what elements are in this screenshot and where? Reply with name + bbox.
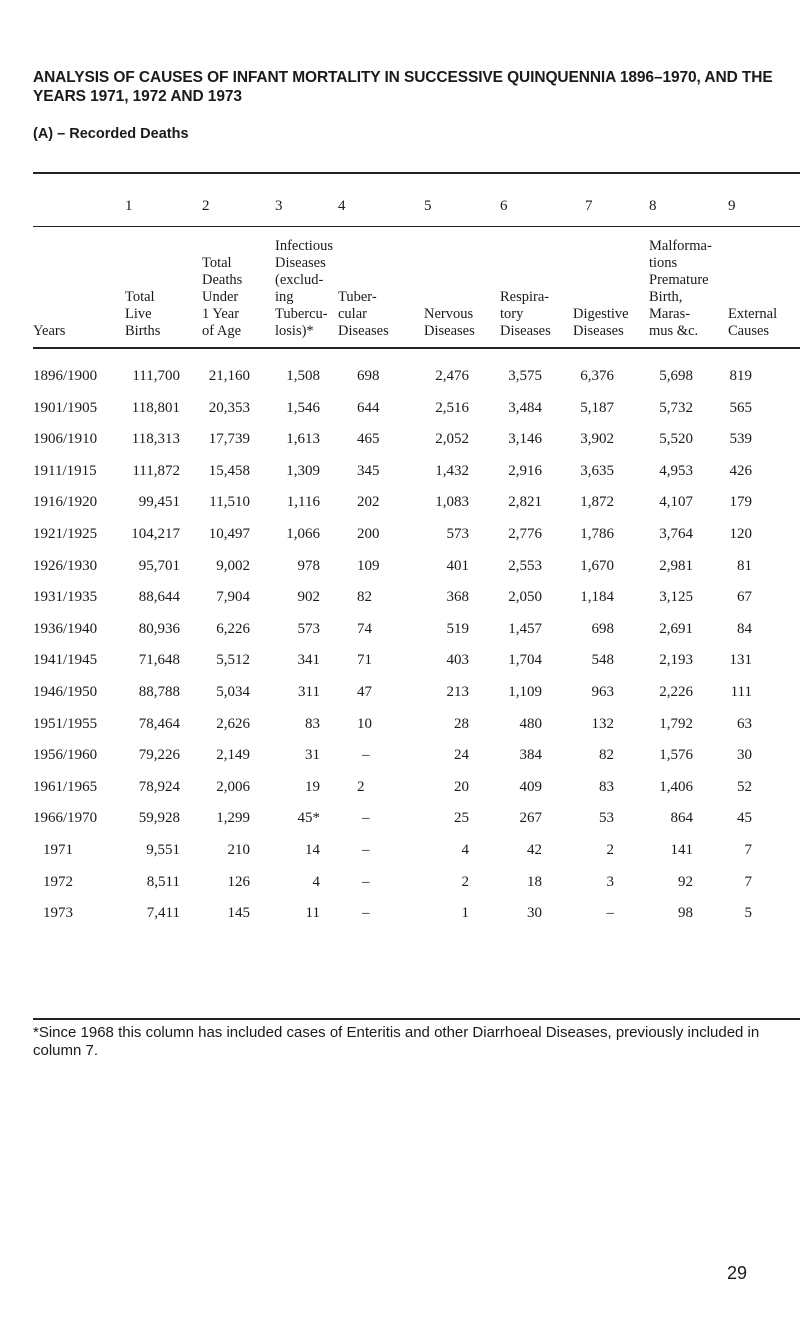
- cell-tubercular: 74: [357, 621, 372, 637]
- cell-infectious: 11: [305, 905, 320, 921]
- cell-nervous: 2,476: [435, 368, 469, 384]
- cell-respiratory: 409: [519, 779, 542, 795]
- top-rule: [33, 172, 800, 174]
- cell-nervous: 2,516: [435, 400, 469, 416]
- column-number: 1: [125, 198, 133, 214]
- cell-infectious: 978: [297, 558, 320, 574]
- cell-infectious: 31: [305, 747, 320, 763]
- table-row: [0, 652, 800, 672]
- column-number: 3: [275, 198, 283, 214]
- cell-malformations: 141: [670, 842, 693, 858]
- header-respiratory-diseases: Respira- tory Diseases: [500, 289, 551, 339]
- header-bottom-rule: [33, 347, 800, 349]
- cell-external: 5: [744, 905, 752, 921]
- cell-external: 539: [729, 431, 752, 447]
- page-number: 29: [727, 1263, 748, 1283]
- cell-external: 45: [737, 810, 752, 826]
- cell-nervous: 2: [461, 874, 469, 890]
- cell-digestive: 2: [606, 842, 614, 858]
- cell-tubercular: –: [362, 810, 370, 826]
- cell-nervous: 2,052: [435, 431, 469, 447]
- header-external-causes: External Causes: [728, 306, 778, 339]
- cell-external: 819: [729, 368, 752, 384]
- column-number: 2: [202, 198, 210, 214]
- cell-years: 1972: [43, 874, 73, 890]
- cell-respiratory: 267: [519, 810, 542, 826]
- cell-external: 111: [730, 684, 752, 700]
- cell-infectious: 311: [298, 684, 320, 700]
- cell-years: 1936/1940: [33, 621, 98, 637]
- cell-deaths: 9,002: [216, 558, 250, 574]
- cell-deaths: 126: [227, 874, 250, 890]
- cell-tubercular: –: [362, 905, 370, 921]
- cell-years: 1901/1905: [33, 400, 98, 416]
- table-row: [0, 779, 800, 799]
- cell-infectious: 1,613: [286, 431, 320, 447]
- cell-tubercular: 2: [357, 779, 365, 795]
- cell-deaths: 10,497: [208, 526, 250, 542]
- cell-infectious: 573: [297, 621, 320, 637]
- header-nervous-diseases: Nervous Diseases: [424, 306, 475, 339]
- cell-nervous: 403: [446, 652, 469, 668]
- cell-years: 1971: [43, 842, 73, 858]
- cell-digestive: 1,786: [580, 526, 614, 542]
- cell-tubercular: 47: [357, 684, 372, 700]
- cell-external: 131: [729, 652, 752, 668]
- column-number: 8: [649, 198, 657, 214]
- cell-births: 9,551: [146, 842, 180, 858]
- cell-births: 99,451: [138, 494, 180, 510]
- cell-digestive: 1,670: [580, 558, 614, 574]
- cell-malformations: 4,953: [659, 463, 693, 479]
- cell-births: 104,217: [131, 526, 180, 542]
- cell-digestive: 5,187: [580, 400, 614, 416]
- cell-external: 7: [744, 874, 752, 890]
- cell-births: 8,511: [146, 874, 180, 890]
- table-row: [0, 621, 800, 641]
- column-number: 7: [585, 198, 593, 214]
- table-row: [0, 400, 800, 420]
- cell-malformations: 98: [678, 905, 693, 921]
- cell-external: 52: [737, 779, 752, 795]
- cell-respiratory: 2,050: [508, 589, 542, 605]
- cell-tubercular: 202: [357, 494, 380, 510]
- table-row: [0, 368, 800, 388]
- cell-external: 7: [744, 842, 752, 858]
- header-years: Years: [33, 323, 66, 339]
- table-row: [0, 810, 800, 830]
- cell-infectious: 19: [305, 779, 320, 795]
- cell-infectious: 14: [305, 842, 320, 858]
- cell-digestive: 3,635: [580, 463, 614, 479]
- cell-tubercular: –: [362, 874, 370, 890]
- column-number: 9: [728, 198, 736, 214]
- table-title: ANALYSIS OF CAUSES OF INFANT MORTALITY IN SUCCESSIVE QUINQUENNIA 1896–1970, AND THE YEARS 1971, 1972 AND 1973: [33, 69, 773, 105]
- cell-deaths: 2,006: [216, 779, 250, 795]
- cell-respiratory: 1,109: [508, 684, 542, 700]
- table-row: [0, 716, 800, 736]
- cell-nervous: 4: [461, 842, 469, 858]
- cell-respiratory: 1,704: [508, 652, 542, 668]
- cell-respiratory: 2,553: [508, 558, 542, 574]
- cell-digestive: 3,902: [580, 431, 614, 447]
- cell-nervous: 20: [454, 779, 469, 795]
- cell-tubercular: –: [362, 747, 370, 763]
- cell-years: 1956/1960: [33, 747, 98, 763]
- table-row: [0, 494, 800, 514]
- cell-digestive: 132: [591, 716, 614, 732]
- cell-years: 1926/1930: [33, 558, 98, 574]
- cell-deaths: 1,299: [216, 810, 250, 826]
- cell-births: 78,464: [138, 716, 180, 732]
- cell-infectious: 83: [305, 716, 320, 732]
- table-row: [0, 431, 800, 451]
- cell-respiratory: 18: [527, 874, 542, 890]
- cell-digestive: 548: [591, 652, 614, 668]
- cell-infectious: 1,508: [286, 368, 320, 384]
- cell-external: 67: [737, 589, 752, 605]
- cell-external: 565: [729, 400, 752, 416]
- cell-respiratory: 30: [527, 905, 542, 921]
- cell-births: 88,788: [138, 684, 180, 700]
- header-total-live-births: Total Live Births: [125, 289, 161, 339]
- cell-deaths: 20,353: [208, 400, 250, 416]
- cell-tubercular: 109: [357, 558, 380, 574]
- cell-nervous: 519: [446, 621, 469, 637]
- cell-births: 7,411: [146, 905, 180, 921]
- cell-nervous: 368: [446, 589, 469, 605]
- cell-years: 1921/1925: [33, 526, 98, 542]
- cell-years: 1946/1950: [33, 684, 98, 700]
- cell-infectious: 1,309: [286, 463, 320, 479]
- cell-births: 78,924: [138, 779, 180, 795]
- table-row: [0, 747, 800, 767]
- column-number: 6: [500, 198, 508, 214]
- cell-malformations: 2,226: [659, 684, 693, 700]
- cell-malformations: 3,125: [659, 589, 693, 605]
- header-tubercular-diseases: Tuber- cular Diseases: [338, 289, 389, 339]
- cell-years: 1906/1910: [33, 431, 98, 447]
- cell-nervous: 573: [446, 526, 469, 542]
- header-total-deaths: Total Deaths Under 1 Year of Age: [202, 255, 243, 339]
- cell-deaths: 5,512: [216, 652, 250, 668]
- cell-nervous: 25: [454, 810, 469, 826]
- cell-respiratory: 3,484: [508, 400, 542, 416]
- table-row: [0, 684, 800, 704]
- table-row: [0, 463, 800, 483]
- table-row: [0, 874, 800, 894]
- cell-external: 84: [737, 621, 752, 637]
- cell-births: 118,801: [131, 400, 180, 416]
- table-row: [0, 905, 800, 925]
- cell-nervous: 24: [454, 747, 469, 763]
- cell-infectious: 45*: [297, 810, 320, 826]
- cell-births: 71,648: [138, 652, 180, 668]
- cell-digestive: 1,872: [580, 494, 614, 510]
- cell-nervous: 1,083: [435, 494, 469, 510]
- cell-malformations: 3,764: [659, 526, 693, 542]
- cell-digestive: 1,184: [580, 589, 614, 605]
- table-row: [0, 558, 800, 578]
- cell-respiratory: 3,575: [508, 368, 542, 384]
- cell-digestive: 963: [591, 684, 614, 700]
- cell-years: 1973: [43, 905, 73, 921]
- cell-years: 1951/1955: [33, 716, 98, 732]
- cell-respiratory: 384: [519, 747, 542, 763]
- cell-tubercular: 82: [357, 589, 372, 605]
- cell-deaths: 2,149: [216, 747, 250, 763]
- cell-tubercular: 345: [357, 463, 380, 479]
- cell-respiratory: 2,916: [508, 463, 542, 479]
- table-row: [0, 526, 800, 546]
- cell-external: 63: [737, 716, 752, 732]
- cell-external: 426: [729, 463, 752, 479]
- cell-malformations: 2,691: [659, 621, 693, 637]
- cell-infectious: 1,116: [286, 494, 320, 510]
- cell-deaths: 145: [227, 905, 250, 921]
- cell-tubercular: 200: [357, 526, 380, 542]
- cell-infectious: 1,066: [286, 526, 320, 542]
- cell-digestive: 6,376: [580, 368, 614, 384]
- cell-deaths: 11,510: [209, 494, 250, 510]
- cell-malformations: 2,193: [659, 652, 693, 668]
- header-rule: [33, 226, 800, 227]
- cell-infectious: 1,546: [286, 400, 320, 416]
- cell-external: 81: [737, 558, 752, 574]
- cell-digestive: 82: [599, 747, 614, 763]
- cell-malformations: 5,732: [659, 400, 693, 416]
- cell-years: 1931/1935: [33, 589, 98, 605]
- header-infectious-diseases: Infectious Diseases (exclud- ing Tubercu- losis)*: [275, 238, 333, 339]
- column-number: 4: [338, 198, 346, 214]
- cell-respiratory: 3,146: [508, 431, 542, 447]
- cell-malformations: 5,520: [659, 431, 693, 447]
- cell-respiratory: 42: [527, 842, 542, 858]
- cell-years: 1941/1945: [33, 652, 98, 668]
- cell-births: 79,226: [138, 747, 180, 763]
- cell-nervous: 1: [461, 905, 469, 921]
- cell-malformations: 1,406: [659, 779, 693, 795]
- cell-external: 179: [729, 494, 752, 510]
- table-row: [0, 589, 800, 609]
- cell-tubercular: 10: [357, 716, 372, 732]
- cell-births: 111,700: [132, 368, 180, 384]
- bottom-rule: [33, 1018, 800, 1020]
- cell-infectious: 341: [297, 652, 320, 668]
- cell-years: 1896/1900: [33, 368, 98, 384]
- header-malformations: Malforma- tions Premature Birth, Maras- mus &c.: [649, 238, 712, 339]
- cell-deaths: 21,160: [208, 368, 250, 384]
- table-row: [0, 842, 800, 862]
- cell-years: 1961/1965: [33, 779, 98, 795]
- cell-respiratory: 2,776: [508, 526, 542, 542]
- cell-deaths: 210: [227, 842, 250, 858]
- cell-external: 120: [729, 526, 752, 542]
- cell-nervous: 28: [454, 716, 469, 732]
- cell-respiratory: 480: [519, 716, 542, 732]
- cell-tubercular: –: [362, 842, 370, 858]
- cell-births: 95,701: [138, 558, 180, 574]
- cell-infectious: 902: [297, 589, 320, 605]
- footnote: *Since 1968 this column has included cases of Enteritis and other Diarrhoeal Diseases, previously included in column 7.: [33, 1024, 760, 1059]
- cell-years: 1911/1915: [33, 463, 97, 479]
- cell-malformations: 1,792: [659, 716, 693, 732]
- cell-digestive: 3: [606, 874, 614, 890]
- cell-external: 30: [737, 747, 752, 763]
- cell-years: 1916/1920: [33, 494, 98, 510]
- cell-deaths: 6,226: [216, 621, 250, 637]
- cell-years: 1966/1970: [33, 810, 98, 826]
- cell-nervous: 213: [446, 684, 469, 700]
- cell-births: 111,872: [132, 463, 180, 479]
- cell-malformations: 1,576: [659, 747, 693, 763]
- cell-births: 59,928: [138, 810, 180, 826]
- cell-infectious: 4: [312, 874, 320, 890]
- cell-tubercular: 465: [357, 431, 380, 447]
- cell-digestive: –: [606, 905, 614, 921]
- cell-tubercular: 644: [357, 400, 380, 416]
- cell-digestive: 698: [591, 621, 614, 637]
- cell-malformations: 2,981: [659, 558, 693, 574]
- cell-malformations: 4,107: [659, 494, 693, 510]
- table-subtitle: (A) – Recorded Deaths: [33, 126, 189, 142]
- cell-births: 88,644: [138, 589, 180, 605]
- cell-nervous: 401: [446, 558, 469, 574]
- cell-births: 80,936: [138, 621, 180, 637]
- cell-deaths: 15,458: [208, 463, 250, 479]
- cell-respiratory: 1,457: [508, 621, 542, 637]
- cell-deaths: 7,904: [216, 589, 250, 605]
- cell-respiratory: 2,821: [508, 494, 542, 510]
- header-digestive-diseases: Digestive Diseases: [573, 306, 629, 339]
- cell-malformations: 864: [670, 810, 693, 826]
- cell-deaths: 5,034: [216, 684, 250, 700]
- cell-tubercular: 698: [357, 368, 380, 384]
- cell-deaths: 17,739: [208, 431, 250, 447]
- cell-digestive: 53: [599, 810, 614, 826]
- cell-digestive: 83: [599, 779, 614, 795]
- cell-tubercular: 71: [357, 652, 372, 668]
- cell-malformations: 92: [678, 874, 693, 890]
- cell-malformations: 5,698: [659, 368, 693, 384]
- cell-nervous: 1,432: [435, 463, 469, 479]
- column-number: 5: [424, 198, 432, 214]
- cell-births: 118,313: [131, 431, 180, 447]
- cell-deaths: 2,626: [216, 716, 250, 732]
